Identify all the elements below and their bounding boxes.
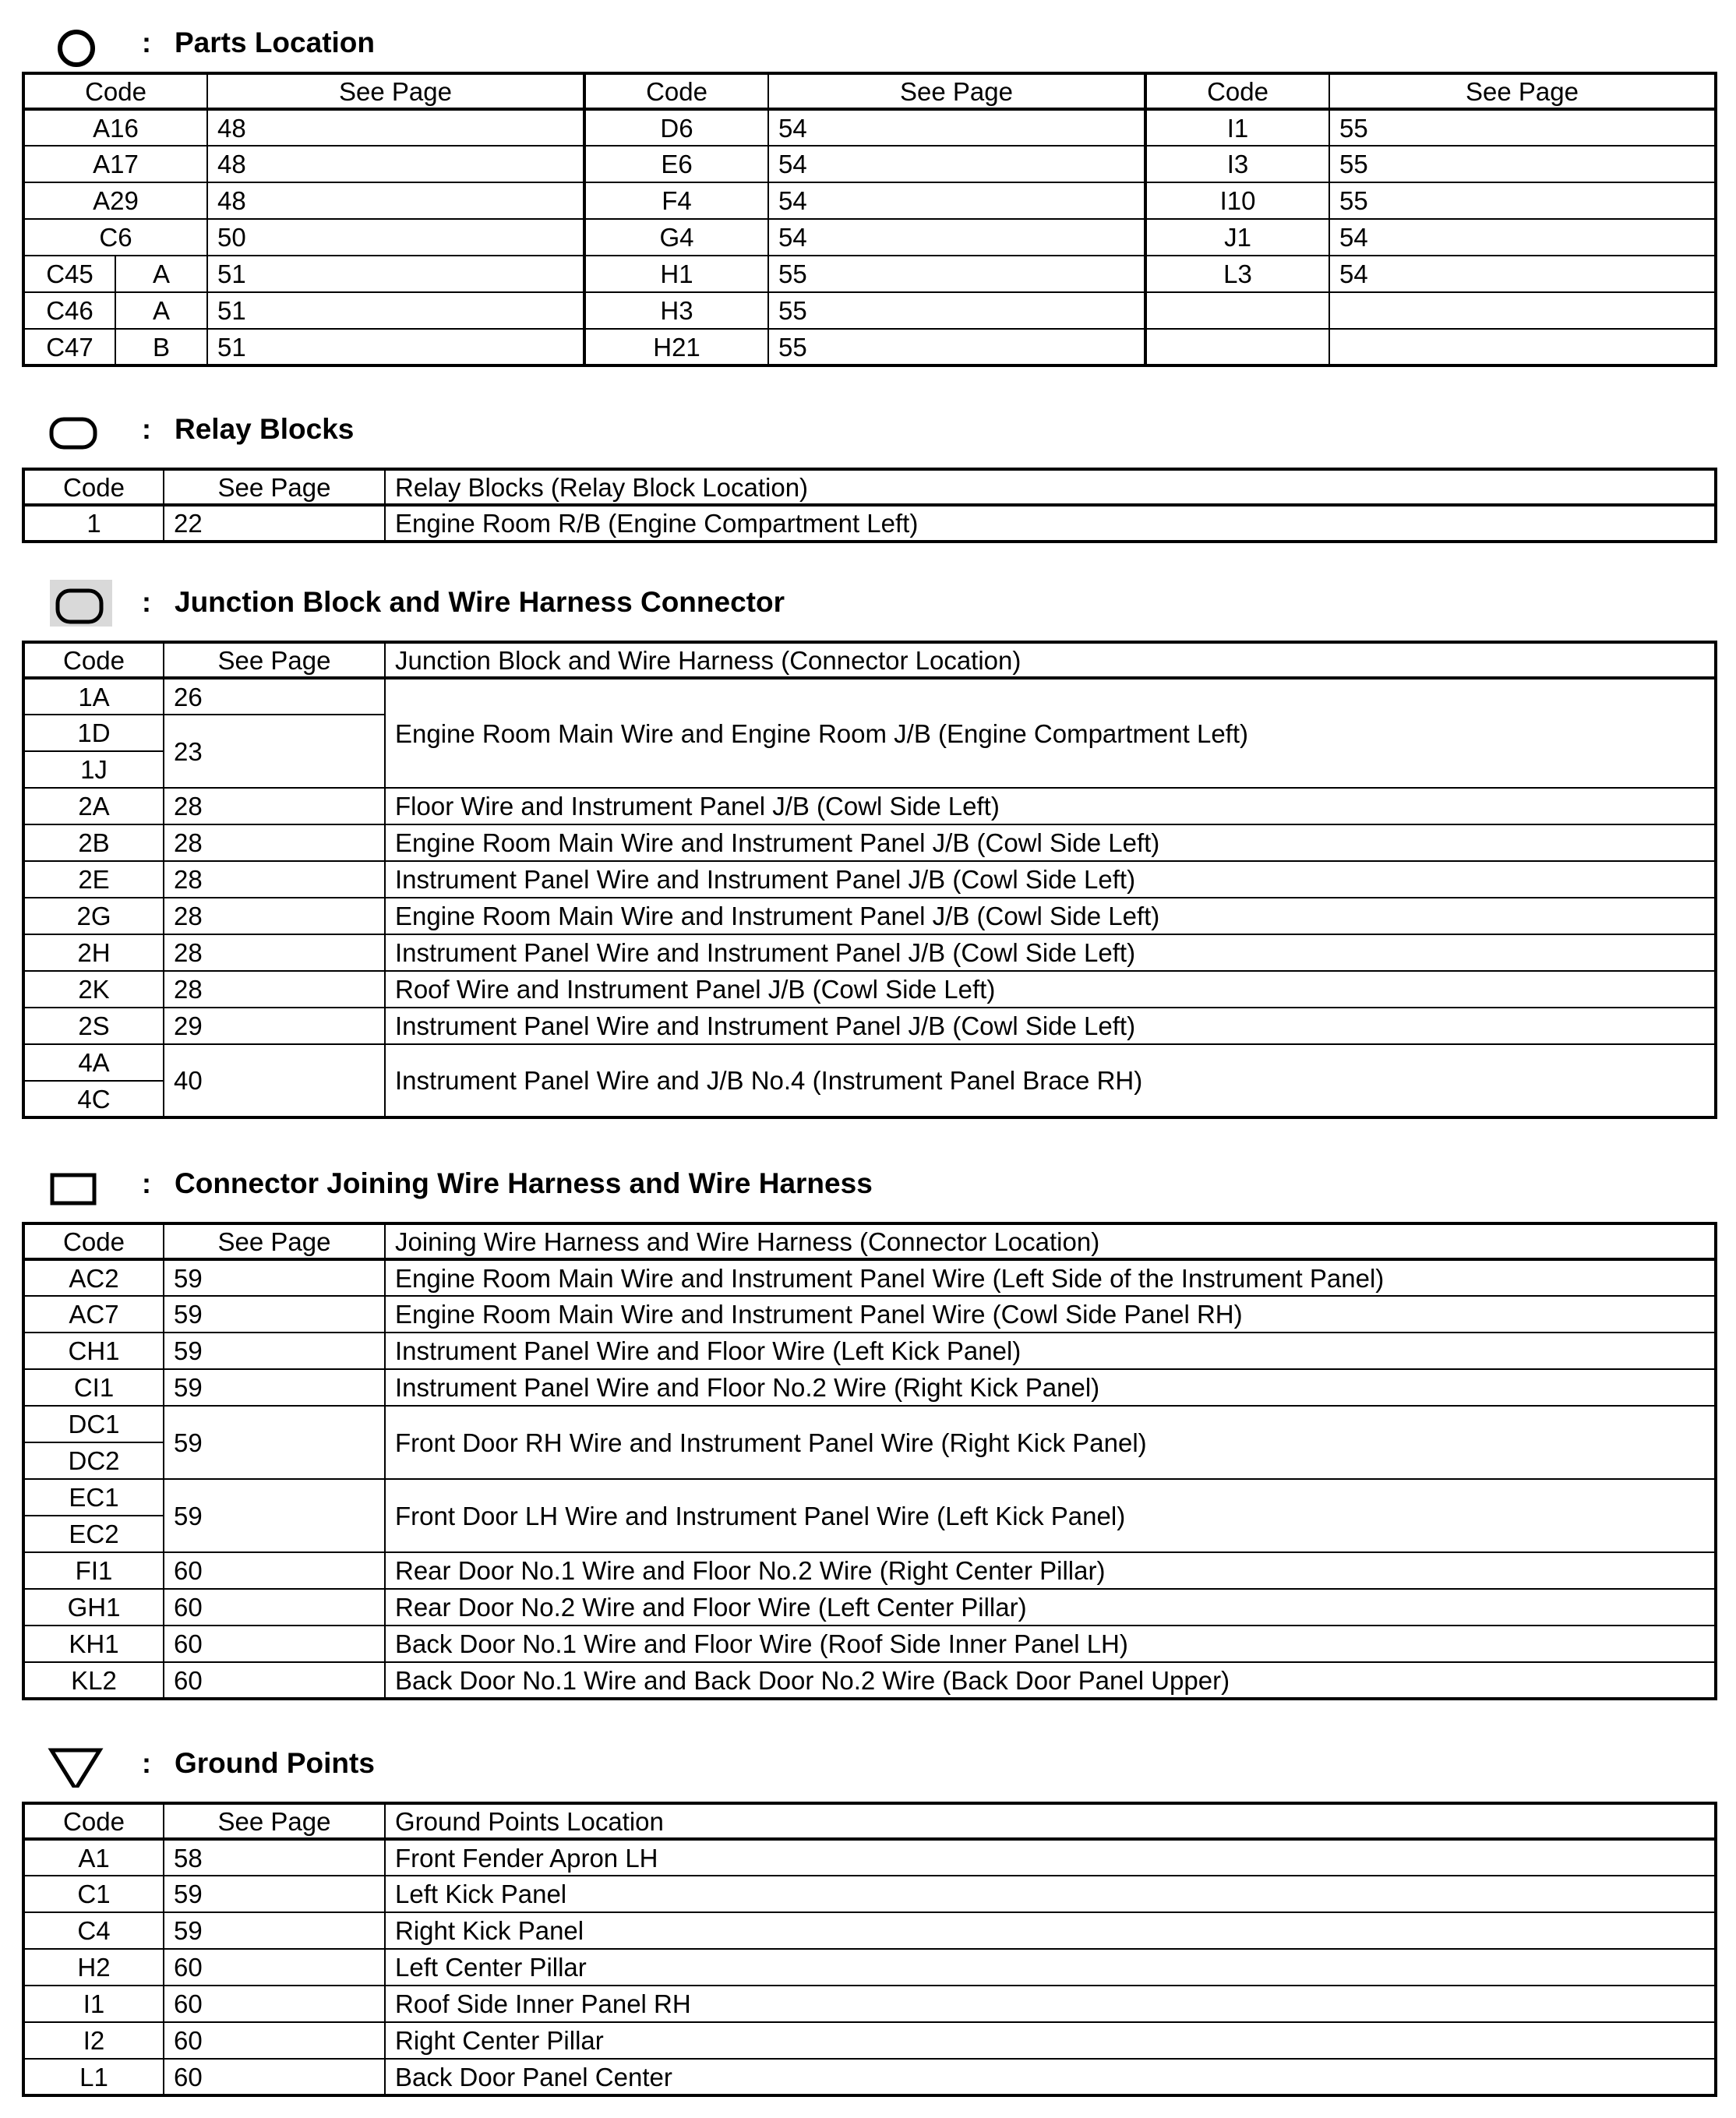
rounded-rect-icon — [45, 407, 117, 454]
description-cell: Back Door No.1 Wire and Back Door No.2 Wire (Back Door Panel Upper) — [385, 1662, 1716, 1699]
table-row — [23, 292, 1716, 329]
code-cell: 2H — [23, 934, 164, 971]
section-title-connector-joining: Connector Joining Wire Harness and Wire Harness — [175, 1167, 873, 1199]
header-see-page: See Page — [207, 73, 584, 109]
table-row — [23, 1333, 1716, 1369]
page-cell: 60 — [164, 2022, 385, 2059]
description-cell: Back Door Panel Center — [385, 2059, 1716, 2095]
code-cell: F4 — [584, 182, 768, 219]
description-cell: Instrument Panel Wire and Instrument Panel J/B (Cowl Side Left) — [385, 934, 1716, 971]
page-cell: 48 — [207, 146, 584, 182]
description-cell: Engine Room Main Wire and Instrument Panel J/B (Cowl Side Left) — [385, 898, 1716, 934]
code-cell: D6 — [584, 109, 768, 146]
table-row — [23, 678, 1716, 715]
section-parts-location — [0, 16, 1736, 70]
code-cell: 2G — [23, 898, 164, 934]
description-cell: Instrument Panel Wire and Floor No.2 Wire (Right Kick Panel) — [385, 1369, 1716, 1406]
code-cell: 1J — [23, 751, 164, 788]
sub-code-cell: B — [115, 329, 207, 365]
description-cell: Front Door LH Wire and Instrument Panel Wire (Left Kick Panel) — [385, 1479, 1716, 1552]
relay-blocks-table — [22, 468, 1717, 543]
description-cell: Front Door RH Wire and Instrument Panel Wire (Right Kick Panel) — [385, 1406, 1716, 1479]
code-cell: J1 — [1145, 219, 1329, 256]
page-cell: 55 — [768, 329, 1145, 365]
code-cell: C45 — [23, 256, 115, 292]
code-cell: A29 — [23, 182, 207, 219]
page-cell: 28 — [164, 788, 385, 824]
header-code: Code — [23, 73, 207, 109]
header-code: Code — [1145, 73, 1329, 109]
table-row — [23, 1552, 1716, 1589]
header-description: Joining Wire Harness and Wire Harness (Connector Location) — [385, 1223, 1716, 1259]
table-row — [23, 898, 1716, 934]
header-see-page: See Page — [768, 73, 1145, 109]
code-cell: L3 — [1145, 256, 1329, 292]
description-cell: Rear Door No.1 Wire and Floor No.2 Wire (Right Center Pillar) — [385, 1552, 1716, 1589]
code-cell: G4 — [584, 219, 768, 256]
triangle-down-icon — [45, 1741, 117, 1788]
description-cell: Left Center Pillar — [385, 1949, 1716, 1986]
table-row — [23, 1839, 1716, 1876]
code-cell: I2 — [23, 2022, 164, 2059]
code-cell: I10 — [1145, 182, 1329, 219]
table-row — [23, 2022, 1716, 2059]
table-row — [23, 1949, 1716, 1986]
section-colon: : — [142, 1747, 151, 1779]
page-cell: 58 — [164, 1839, 385, 1876]
table-row — [23, 934, 1716, 971]
page-cell: 60 — [164, 1552, 385, 1589]
table-row — [23, 109, 1716, 146]
page-cell: 55 — [1329, 146, 1716, 182]
header-code: Code — [23, 469, 164, 505]
table-row — [23, 1626, 1716, 1662]
code-cell: H2 — [23, 1949, 164, 1986]
page-cell: 55 — [768, 292, 1145, 329]
section-colon: : — [142, 26, 151, 58]
table-row — [23, 1876, 1716, 1912]
header-description: Relay Blocks (Relay Block Location) — [385, 469, 1716, 505]
page-cell: 60 — [164, 1589, 385, 1626]
table-row — [23, 824, 1716, 861]
page-cell: 28 — [164, 934, 385, 971]
code-cell: 1 — [23, 505, 164, 542]
code-cell: 1D — [23, 715, 164, 751]
code-cell: EC1 — [23, 1479, 164, 1516]
code-cell: 2E — [23, 861, 164, 898]
description-cell: Back Door No.1 Wire and Floor Wire (Roof Side Inner Panel LH) — [385, 1626, 1716, 1662]
page-cell: 51 — [207, 292, 584, 329]
section-relay-blocks — [0, 402, 1736, 457]
table-row — [23, 1986, 1716, 2022]
code-cell: GH1 — [23, 1589, 164, 1626]
header-code: Code — [23, 1223, 164, 1259]
page-cell: 54 — [1329, 219, 1716, 256]
code-cell: I1 — [1145, 109, 1329, 146]
page-cell: 28 — [164, 824, 385, 861]
code-cell: KL2 — [23, 1662, 164, 1699]
page-cell: 54 — [1329, 256, 1716, 292]
table-row — [23, 182, 1716, 219]
section-colon: : — [142, 1167, 151, 1199]
description-cell: Instrument Panel Wire and Instrument Panel J/B (Cowl Side Left) — [385, 861, 1716, 898]
page-cell: 59 — [164, 1406, 385, 1479]
page-cell — [1329, 329, 1716, 365]
code-cell: CH1 — [23, 1333, 164, 1369]
page-cell: 59 — [164, 1333, 385, 1369]
page-cell: 51 — [207, 329, 584, 365]
table-row — [23, 146, 1716, 182]
code-cell: EC2 — [23, 1516, 164, 1552]
code-cell: DC2 — [23, 1442, 164, 1479]
page-cell: 29 — [164, 1008, 385, 1044]
page-cell: 48 — [207, 182, 584, 219]
ground-points-table — [22, 1802, 1717, 2097]
description-cell: Right Center Pillar — [385, 2022, 1716, 2059]
header-code: Code — [23, 1803, 164, 1839]
description-cell: Instrument Panel Wire and Floor Wire (Left Kick Panel) — [385, 1333, 1716, 1369]
description-cell: Roof Wire and Instrument Panel J/B (Cowl Side Left) — [385, 971, 1716, 1008]
page-cell: 55 — [768, 256, 1145, 292]
sub-code-cell: A — [115, 292, 207, 329]
table-row — [23, 1369, 1716, 1406]
description-cell: Engine Room Main Wire and Instrument Panel J/B (Cowl Side Left) — [385, 824, 1716, 861]
code-cell: A1 — [23, 1839, 164, 1876]
description-cell: Engine Room Main Wire and Instrument Panel Wire (Left Side of the Instrument Panel) — [385, 1259, 1716, 1296]
page-cell: 40 — [164, 1044, 385, 1117]
description-cell: Right Kick Panel — [385, 1912, 1716, 1949]
table-row — [23, 1406, 1716, 1442]
header-code: Code — [23, 642, 164, 678]
table-row — [23, 1479, 1716, 1516]
code-cell: 4A — [23, 1044, 164, 1081]
table-row — [23, 861, 1716, 898]
section-title-relay-blocks: Relay Blocks — [175, 413, 355, 445]
code-cell: AC7 — [23, 1296, 164, 1333]
code-cell: C46 — [23, 292, 115, 329]
rectangle-icon — [45, 1161, 117, 1208]
parts-location-table — [22, 72, 1717, 367]
code-cell: 2A — [23, 788, 164, 824]
page-cell: 54 — [768, 219, 1145, 256]
page-cell: 22 — [164, 505, 385, 542]
description-cell: Instrument Panel Wire and Instrument Panel J/B (Cowl Side Left) — [385, 1008, 1716, 1044]
code-cell: I1 — [23, 1986, 164, 2022]
code-cell — [1145, 292, 1329, 329]
table-row — [23, 1589, 1716, 1626]
section-title-parts-location: Parts Location — [175, 26, 375, 58]
code-cell: FI1 — [23, 1552, 164, 1589]
page-cell: 48 — [207, 109, 584, 146]
code-cell: C6 — [23, 219, 207, 256]
page-cell: 60 — [164, 2059, 385, 2095]
page-cell: 50 — [207, 219, 584, 256]
table-row — [23, 1912, 1716, 1949]
header-description: Junction Block and Wire Harness (Connector Location) — [385, 642, 1716, 678]
page-cell: 60 — [164, 1986, 385, 2022]
table-row — [23, 2059, 1716, 2095]
header-see-page: See Page — [164, 1223, 385, 1259]
table-row — [23, 505, 1716, 542]
page-cell: 59 — [164, 1876, 385, 1912]
description-cell: Front Fender Apron LH — [385, 1839, 1716, 1876]
page-cell: 59 — [164, 1912, 385, 1949]
code-cell: 2B — [23, 824, 164, 861]
code-cell: C4 — [23, 1912, 164, 1949]
page-cell: 60 — [164, 1626, 385, 1662]
code-cell — [1145, 329, 1329, 365]
junction-block-table — [22, 641, 1717, 1119]
header-see-page: See Page — [164, 642, 385, 678]
code-cell: DC1 — [23, 1406, 164, 1442]
section-title-ground-points: Ground Points — [175, 1747, 375, 1779]
code-cell: C1 — [23, 1876, 164, 1912]
page-cell: 26 — [164, 678, 385, 715]
description-cell: Floor Wire and Instrument Panel J/B (Cowl Side Left) — [385, 788, 1716, 824]
code-cell: H3 — [584, 292, 768, 329]
code-cell: A16 — [23, 109, 207, 146]
table-row — [23, 788, 1716, 824]
code-cell: I3 — [1145, 146, 1329, 182]
header-description: Ground Points Location — [385, 1803, 1716, 1839]
description-cell: Left Kick Panel — [385, 1876, 1716, 1912]
code-cell: CI1 — [23, 1369, 164, 1406]
page-cell: 59 — [164, 1479, 385, 1552]
table-row — [23, 1296, 1716, 1333]
header-see-page: See Page — [164, 1803, 385, 1839]
table-row — [23, 219, 1716, 256]
code-cell: H1 — [584, 256, 768, 292]
header-code: Code — [584, 73, 768, 109]
page-cell — [1329, 292, 1716, 329]
code-cell: H21 — [584, 329, 768, 365]
description-cell: Instrument Panel Wire and J/B No.4 (Instrument Panel Brace RH) — [385, 1044, 1716, 1117]
page-cell: 54 — [768, 182, 1145, 219]
shaded-rounded-rect-icon — [45, 580, 117, 627]
code-cell: L1 — [23, 2059, 164, 2095]
page-cell: 55 — [1329, 109, 1716, 146]
code-cell: 4C — [23, 1081, 164, 1117]
section-ground-points — [0, 1736, 1736, 1791]
page-cell: 23 — [164, 715, 385, 788]
section-junction-block — [0, 575, 1736, 630]
description-cell: Engine Room R/B (Engine Compartment Left) — [385, 505, 1716, 542]
code-cell: 2K — [23, 971, 164, 1008]
table-row — [23, 329, 1716, 365]
circle-icon — [45, 20, 117, 67]
connector-joining-table — [22, 1222, 1717, 1700]
description-cell: Roof Side Inner Panel RH — [385, 1986, 1716, 2022]
code-cell: A17 — [23, 146, 207, 182]
table-row — [23, 1008, 1716, 1044]
page-cell: 28 — [164, 861, 385, 898]
section-title-junction-block: Junction Block and Wire Harness Connector — [175, 586, 785, 618]
page-cell: 60 — [164, 1662, 385, 1699]
page-cell: 59 — [164, 1259, 385, 1296]
page-cell: 54 — [768, 146, 1145, 182]
table-row — [23, 1662, 1716, 1699]
code-cell: AC2 — [23, 1259, 164, 1296]
section-colon: : — [142, 586, 151, 618]
table-row — [23, 256, 1716, 292]
page-cell: 60 — [164, 1949, 385, 1986]
description-cell: Engine Room Main Wire and Engine Room J/B (Engine Compartment Left) — [385, 678, 1716, 788]
table-row — [23, 1044, 1716, 1081]
code-cell: 1A — [23, 678, 164, 715]
page-cell: 59 — [164, 1296, 385, 1333]
table-row — [23, 971, 1716, 1008]
page-cell: 55 — [1329, 182, 1716, 219]
header-see-page: See Page — [164, 469, 385, 505]
page-cell: 28 — [164, 971, 385, 1008]
code-cell: E6 — [584, 146, 768, 182]
description-cell: Engine Room Main Wire and Instrument Panel Wire (Cowl Side Panel RH) — [385, 1296, 1716, 1333]
header-see-page: See Page — [1329, 73, 1716, 109]
code-cell: 2S — [23, 1008, 164, 1044]
page-cell: 54 — [768, 109, 1145, 146]
sub-code-cell: A — [115, 256, 207, 292]
section-colon: : — [142, 413, 151, 445]
page-cell: 51 — [207, 256, 584, 292]
table-row — [23, 1259, 1716, 1296]
code-cell: C47 — [23, 329, 115, 365]
description-cell: Rear Door No.2 Wire and Floor Wire (Left Center Pillar) — [385, 1589, 1716, 1626]
section-connector-joining — [0, 1156, 1736, 1211]
page-cell: 28 — [164, 898, 385, 934]
code-cell: KH1 — [23, 1626, 164, 1662]
page-cell: 59 — [164, 1369, 385, 1406]
